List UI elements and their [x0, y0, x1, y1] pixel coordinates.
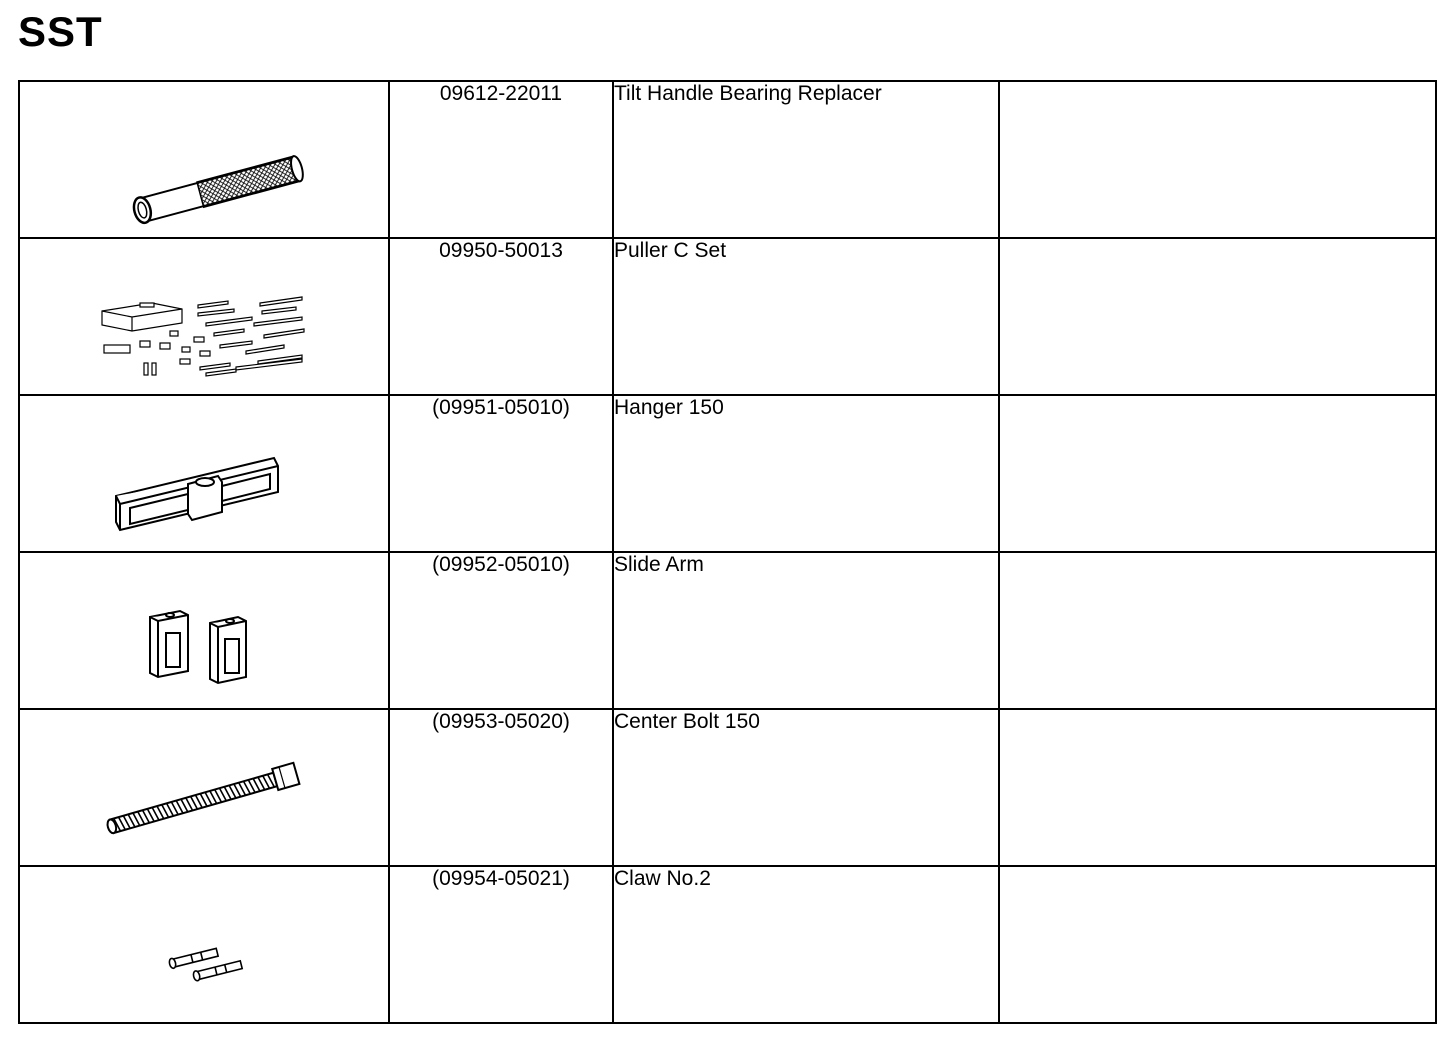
claw-icon [20, 867, 390, 1024]
part-number: (09954-05021) [389, 866, 613, 1023]
page-title: SST [18, 8, 103, 55]
part-number: (09951-05010) [389, 395, 613, 552]
part-number: 09950-50013 [389, 238, 613, 395]
tool-image-cell [19, 866, 389, 1023]
tool-image-cell [19, 709, 389, 866]
note-cell [999, 709, 1436, 866]
tool-name: Slide Arm [613, 552, 999, 709]
table-row [19, 866, 1436, 1023]
bearing-replacer-icon [20, 82, 390, 239]
table-row [19, 552, 1436, 709]
tool-name: Puller C Set [613, 238, 999, 395]
tool-image-cell [19, 238, 389, 395]
tool-image-cell [19, 395, 389, 552]
hanger-icon [20, 396, 390, 553]
part-number: 09612-22011 [389, 81, 613, 238]
note-cell [999, 81, 1436, 238]
tool-name: Hanger 150 [613, 395, 999, 552]
tool-name: Tilt Handle Bearing Replacer [613, 81, 999, 238]
note-cell [999, 866, 1436, 1023]
part-number: (09952-05010) [389, 552, 613, 709]
table-row [19, 81, 1436, 238]
slide-arm-icon [20, 553, 390, 710]
puller-set-icon [20, 239, 390, 396]
note-cell [999, 238, 1436, 395]
tool-image-cell [19, 81, 389, 238]
tool-name: Claw No.2 [613, 866, 999, 1023]
tool-image-cell [19, 552, 389, 709]
center-bolt-icon [20, 710, 390, 867]
note-cell [999, 552, 1436, 709]
sst-table [18, 80, 1437, 1024]
table-row [19, 395, 1436, 552]
tool-name: Center Bolt 150 [613, 709, 999, 866]
note-cell [999, 395, 1436, 552]
table-row [19, 709, 1436, 866]
part-number: (09953-05020) [389, 709, 613, 866]
table-row [19, 238, 1436, 395]
